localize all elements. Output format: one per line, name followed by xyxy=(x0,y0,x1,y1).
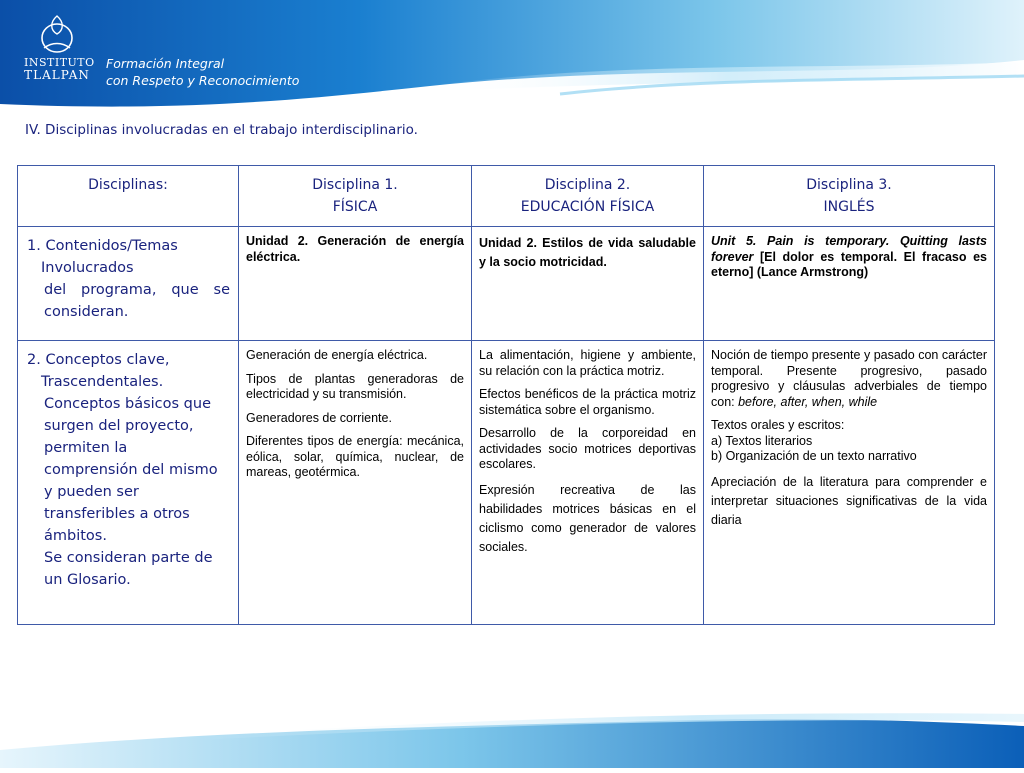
row-label-text: transferibles a otros xyxy=(44,506,190,522)
table-row-conceptos xyxy=(18,341,995,625)
cell-text: Unidad 2. Generación de energía eléctrica. xyxy=(246,234,464,264)
disciplines-table xyxy=(17,165,995,625)
row-label-title: 1. Contenidos/Temas xyxy=(27,238,178,254)
cell-conceptos-edfisica xyxy=(472,341,704,625)
header-cell-disciplina-1 xyxy=(239,166,472,227)
institute-logo xyxy=(24,12,95,92)
cell-paragraph: Efectos benéficos de la práctica motriz sistemática sobre el organismo. xyxy=(479,387,696,417)
cell-conceptos-ingles xyxy=(704,341,995,625)
header-label: Disciplina 2. xyxy=(544,177,631,193)
row-label-subtitle: Involucrados xyxy=(41,260,134,276)
row-label-text: comprensión del mismo xyxy=(44,462,218,478)
slogan-line-1: Formación Integral xyxy=(106,56,225,71)
cell-contenidos-ingles xyxy=(704,227,995,341)
row-label-text: consideran. xyxy=(44,304,129,320)
cell-contenidos-fisica xyxy=(239,227,472,341)
cell-paragraph: Expresión recreativa de las habilidades motrices básicas en el ciclismo como generador de valores sociales. xyxy=(479,482,696,554)
cell-paragraph xyxy=(711,348,987,410)
row-label-contenidos xyxy=(18,227,239,341)
header-label: Disciplinas: xyxy=(88,177,168,193)
row-label-text: Se consideran parte de xyxy=(44,550,213,566)
row-label-text: del programa, que se xyxy=(44,282,230,298)
header-banner xyxy=(0,0,1024,112)
cell-paragraph: Apreciación de la literatura para comprender e interpretar situaciones significativas de la vida diaria xyxy=(711,474,987,527)
cell-text xyxy=(711,234,987,281)
cell-text-italic: Unit 5. Pain is temporary. Quitting lasts forever xyxy=(711,234,987,264)
cell-list-item: a) Textos literarios xyxy=(711,433,813,448)
row-label-text: Conceptos básicos que xyxy=(44,396,211,412)
cell-paragraph: Tipos de plantas generadoras de electricidad y su transmisión. xyxy=(246,371,464,401)
header-cell-disciplinas xyxy=(18,166,239,227)
header-subject: INGLÉS xyxy=(823,199,875,215)
header-cell-disciplina-3 xyxy=(704,166,995,227)
header-label: Disciplina 1. xyxy=(312,177,398,193)
row-label-subtitle: Trascendentales. xyxy=(41,374,164,390)
row-label-text: ámbitos. xyxy=(44,528,107,544)
cell-paragraph: Generación de energía eléctrica. xyxy=(246,348,428,362)
logo-text-instituto: INSTITUTO xyxy=(24,56,95,69)
row-label-title: 2. Conceptos clave, xyxy=(27,352,170,368)
logo-text-tlalpan: TLALPAN xyxy=(24,68,90,82)
cell-paragraph: Desarrollo de la corporeidad en actividades socio motrices deportivas escolares. xyxy=(479,426,696,471)
cell-text: Unidad 2. Estilos de vida saludable y la socio motricidad. xyxy=(479,236,696,269)
slogan xyxy=(106,55,299,89)
cell-paragraph: Generadores de corriente. xyxy=(246,410,392,425)
logo-emblem-icon xyxy=(34,12,80,56)
row-label-conceptos xyxy=(18,341,239,625)
row-label-text: un Glosario. xyxy=(44,572,131,588)
table-header-row xyxy=(18,166,995,227)
cell-paragraph: La alimentación, higiene y ambiente, su relación con la práctica motriz. xyxy=(479,348,696,378)
row-label-text: surgen del proyecto, xyxy=(44,418,194,434)
header-subject: FÍSICA xyxy=(332,199,378,215)
footer-wave-graphic xyxy=(0,700,1024,768)
header-cell-disciplina-2 xyxy=(472,166,704,227)
cell-list-item: b) Organización de un texto narrativo xyxy=(711,449,917,463)
row-label-text: permiten la xyxy=(44,440,128,456)
cell-text-rest: [El dolor es temporal. El fracaso es eterno] (Lance Armstrong) xyxy=(711,249,987,279)
header-label: Disciplina 3. xyxy=(806,177,892,193)
cell-contenidos-edfisica xyxy=(472,227,704,341)
cell-conceptos-fisica xyxy=(239,341,472,625)
table-row-contenidos xyxy=(18,227,995,341)
section-title: IV. Disciplinas involucradas en el trabajo interdisciplinario. xyxy=(25,122,418,138)
row-label-text: y pueden ser xyxy=(44,484,139,500)
header-subject: EDUCACIÓN FÍSICA xyxy=(520,199,655,215)
cell-paragraph: Diferentes tipos de energía: mecánica, eólica, solar, química, nuclear, de mareas, geotérmica. xyxy=(246,434,464,479)
cell-text: Noción de tiempo presente y pasado con carácter temporal. Presente progresivo, pasado progresivo y cláusulas adverbiales de tiempo con: xyxy=(711,348,987,409)
slogan-line-2: con Respeto y Reconocimiento xyxy=(106,73,300,88)
cell-text-italic: before, after, when, while xyxy=(738,394,878,409)
cell-paragraph xyxy=(711,418,987,465)
cell-text: Textos orales y escritos: xyxy=(711,418,845,432)
footer-banner xyxy=(0,700,1024,768)
